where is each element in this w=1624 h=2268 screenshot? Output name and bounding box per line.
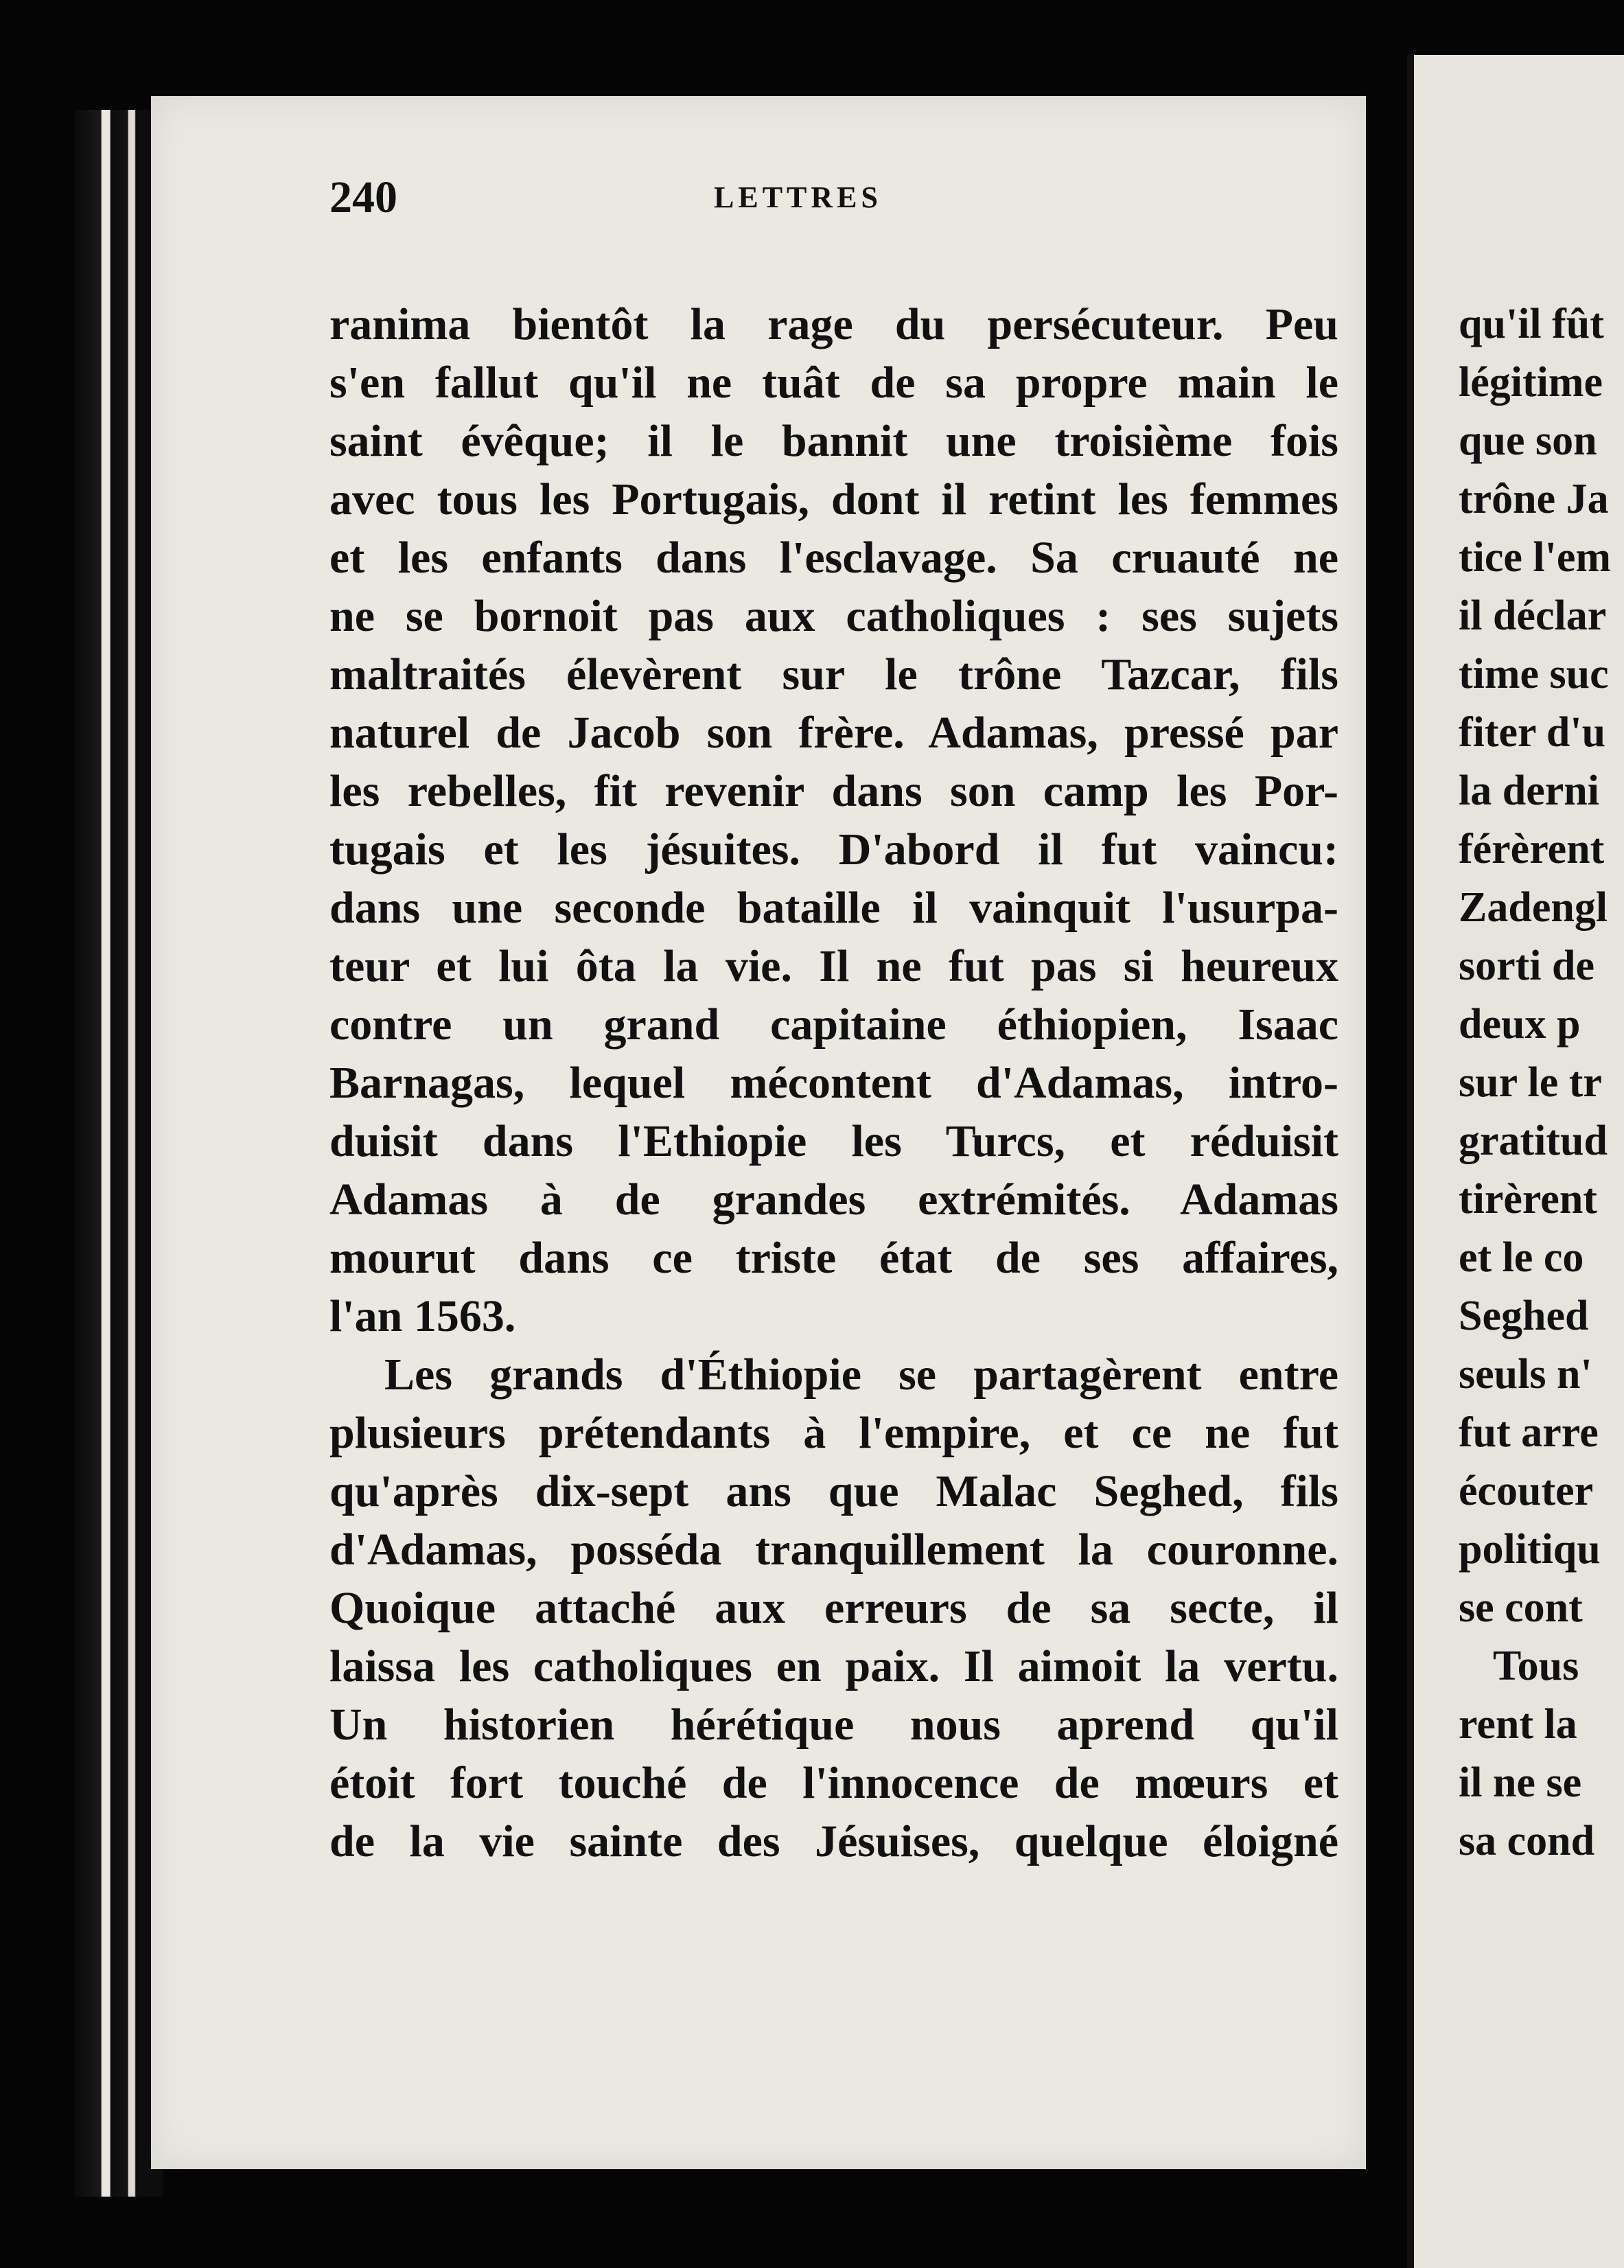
text-line: duisit dans l'Ethiopie les Turcs, et réduisit [329,1116,1338,1166]
text-line: laissa les catholiques en paix. Il aimoit la vertu. [329,1641,1338,1691]
text-line: légitime [1459,359,1603,406]
text-line: Tous [1493,1643,1579,1689]
page-header [329,172,1338,227]
text-line: Les grands d'Éthiopie se partagèrent entre [384,1350,1338,1400]
text-line: maltraités élevèrent sur le trône Tazcar, fils [329,649,1338,699]
text-line: ne se bornoit pas aux catholiques : ses sujets [329,591,1338,641]
text-line: saint évêque; il le bannit une troisième fois [329,416,1338,466]
page-number: 240 [329,172,397,222]
text-line: mourut dans ce triste état de ses affaires, [329,1233,1338,1283]
text-line: et les enfants dans l'esclavage. Sa cruauté ne [329,533,1338,583]
text-line: que son [1459,417,1597,464]
text-line: d'Adamas, posséda tranquillement la couronne. [329,1525,1338,1575]
text-line: l'an 1563. [329,1291,516,1341]
text-line: ranima bientôt la rage du persécuteur. Peu [329,299,1338,349]
text-line: avec tous les Portugais, dont il retint les femmes [329,474,1338,524]
text-line: trône Ja [1459,476,1609,522]
text-line: férèrent [1459,826,1605,872]
text-line: Seghed [1459,1293,1589,1339]
text-line: qu'après dix-sept ans que Malac Seghed, fils [329,1466,1338,1516]
text-line: contre un grand capitaine éthiopien, Isaac [329,999,1338,1050]
text-line: il déclar [1459,592,1607,639]
text-line: seuls n' [1459,1351,1592,1398]
text-line: fiter d'u [1459,709,1606,756]
text-line: tirèrent [1459,1176,1597,1223]
text-line: les rebelles, fit revenir dans son camp les Por- [329,766,1338,816]
text-line: politiqu [1459,1526,1601,1573]
text-line: tugais et les jésuites. D'abord il fut vaincu: [329,824,1338,875]
text-line: la derni [1459,767,1599,814]
text-line: time suc [1459,651,1609,697]
running-head: LETTRES [714,181,882,214]
left-page-text [329,295,1338,1871]
text-line: il ne se [1459,1759,1582,1806]
text-line: se cont [1459,1584,1583,1631]
text-line: gratitud [1459,1118,1608,1164]
text-line: sur le tr [1459,1059,1602,1106]
right-page-text [1459,295,1624,1871]
text-line: tice l'em [1459,534,1612,581]
text-line: deux p [1459,1001,1581,1048]
text-line: et le co [1459,1234,1584,1281]
text-line: naturel de Jacob son frère. Adamas, pressé par [329,708,1338,758]
text-line: Un historien hérétique nous aprend qu'il [329,1700,1338,1750]
text-line: sorti de [1459,942,1595,989]
text-line: fut arre [1459,1409,1599,1456]
text-line: Adamas à de grandes extrémités. Adamas [329,1174,1338,1225]
book-binding [74,110,163,2197]
text-line: Quoique attaché aux erreurs de sa secte, il [329,1583,1338,1633]
text-line: Zadengl [1459,884,1608,931]
text-line: de la vie sainte des Jésuises, quelque éloigné [329,1816,1338,1866]
text-line: plusieurs prétendants à l'empire, et ce ne fut [329,1408,1338,1458]
text-line: écouter [1459,1468,1594,1514]
text-line: Barnagas, lequel mécontent d'Adamas, intro- [329,1058,1338,1108]
text-line: teur et lui ôta la vie. Il ne fut pas si heureux [329,941,1338,991]
text-line: qu'il fût [1459,301,1604,347]
text-line: étoit fort touché de l'innocence de mœurs et [329,1758,1338,1808]
text-line: sa cond [1459,1818,1595,1864]
text-line: dans une seconde bataille il vainquit l'usurpa- [329,883,1338,933]
text-line: rent la [1459,1701,1577,1748]
text-line: s'en fallut qu'il ne tuât de sa propre main le [329,358,1338,408]
